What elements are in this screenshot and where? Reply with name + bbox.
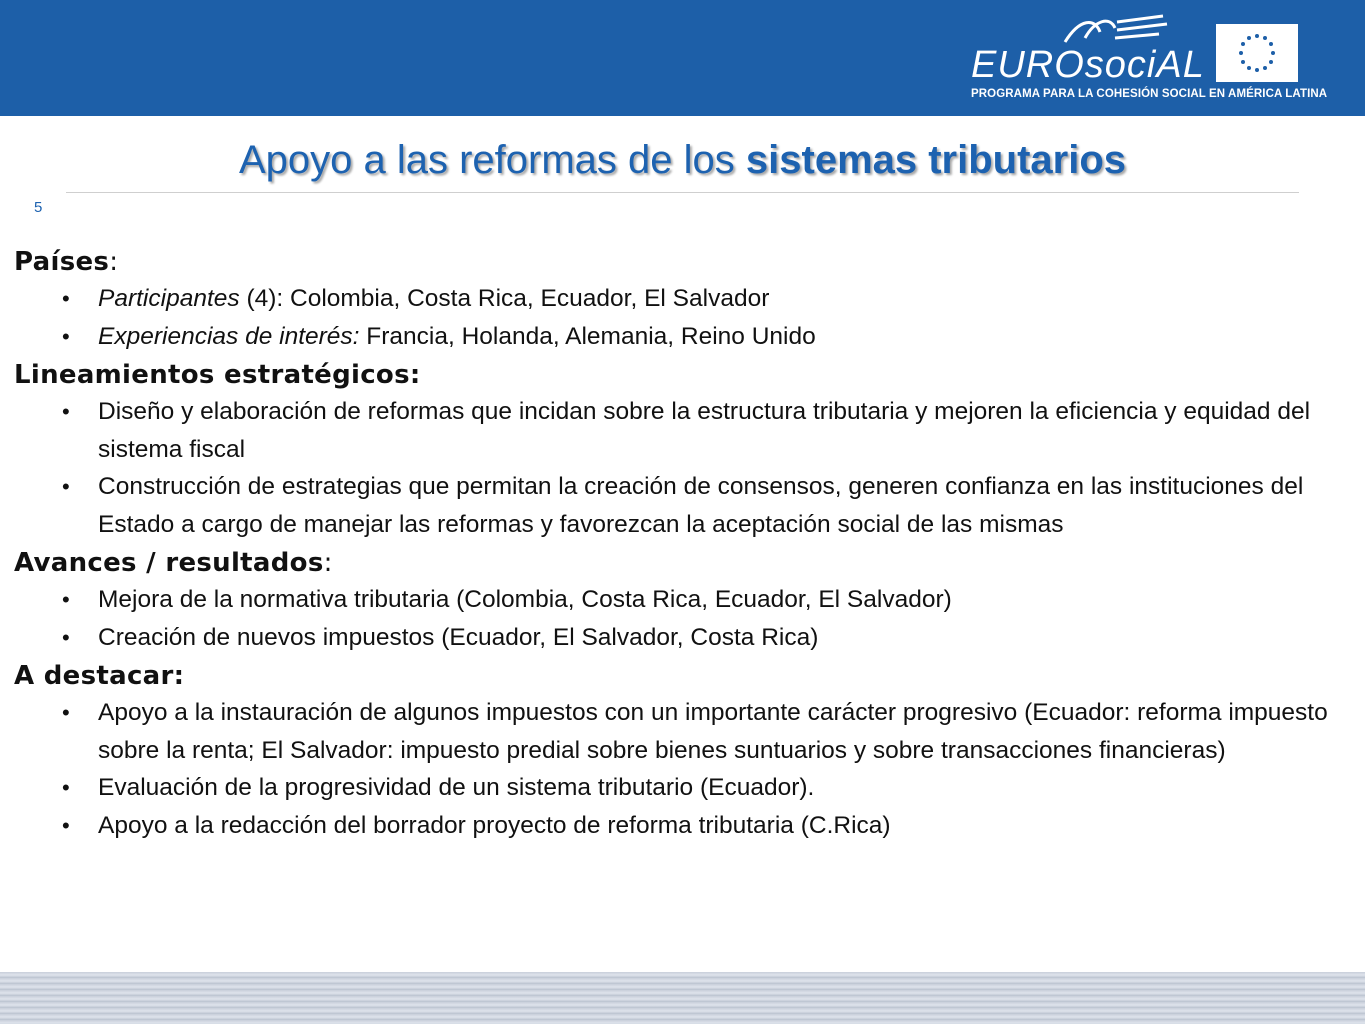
list-item: • Mejora de la normativa tributaria (Colombia, Costa Rica, Ecuador, El Salvador) xyxy=(14,581,1354,619)
destacar-list xyxy=(14,694,1354,844)
header-band xyxy=(0,0,1365,116)
heading-text: Países xyxy=(14,247,110,277)
eurosocial-logo xyxy=(965,8,1328,108)
heading-suffix: : xyxy=(323,548,333,578)
section-heading-lineamientos: Lineamientos estratégicos: xyxy=(14,360,421,390)
title-part-bold: sistemas tributarios xyxy=(745,138,1127,182)
list-item: • Apoyo a la redacción del borrador proyecto de reforma tributaria (C.Rica) xyxy=(14,807,1354,845)
avances-list xyxy=(14,581,1354,656)
list-item: • Evaluación de la progresividad de un sistema tributario (Ecuador). xyxy=(14,769,1354,807)
eu-flag-icon xyxy=(1216,24,1298,82)
item-label: Participantes xyxy=(98,285,240,312)
list-item: • Creación de nuevos impuestos (Ecuador, El Salvador, Costa Rica) xyxy=(14,619,1354,657)
title-divider xyxy=(66,192,1299,193)
item-text: Colombia, Costa Rica, Ecuador, El Salvador xyxy=(283,285,770,312)
section-heading-avances xyxy=(14,545,1354,581)
heading-text: Avances / resultados xyxy=(14,548,324,578)
list-item: • Diseño y elaboración de reformas que incidan sobre la estructura tributaria y mejoren la eficiencia y equidad del sistema fiscal xyxy=(14,393,1354,468)
logo-subtitle: PROGRAMA PARA LA COHESIÓN SOCIAL EN AMÉRICA LATINA xyxy=(971,88,1328,100)
item-text: Francia, Holanda, Alemania, Reino Unido xyxy=(359,322,816,350)
paises-list xyxy=(14,280,1354,355)
page-title xyxy=(0,138,1365,183)
item-extra: (4): xyxy=(239,285,284,312)
title-part-regular: Apoyo a las reformas de los xyxy=(238,138,746,182)
lineamientos-list xyxy=(14,393,1354,543)
section-heading-destacar: A destacar: xyxy=(14,661,185,691)
list-item: • Construcción de estrategias que permitan la creación de consensos, generen confianza en las instituciones del Estado a cargo de manejar las reformas y favorezcan la aceptación social de las mismas xyxy=(14,468,1354,543)
logo-swoosh-icon xyxy=(1055,8,1175,48)
slide-number: 5 xyxy=(34,199,43,216)
item-label: Experiencias de interés: xyxy=(98,322,360,350)
list-item: • Apoyo a la instauración de algunos impuestos con un importante carácter progresivo (Ecuador: reforma impuesto sobre la renta; El Salvador: impuesto predial sobre bienes suntuarios y sobre transacciones financieras) xyxy=(14,694,1354,769)
list-item xyxy=(14,318,1354,356)
logo-wordmark: EUROsociAL xyxy=(971,44,1205,86)
slide-content xyxy=(14,244,1354,846)
list-item xyxy=(14,280,1354,318)
section-heading-paises xyxy=(14,244,1354,280)
heading-suffix: : xyxy=(109,247,119,277)
footer-band xyxy=(0,972,1365,1024)
